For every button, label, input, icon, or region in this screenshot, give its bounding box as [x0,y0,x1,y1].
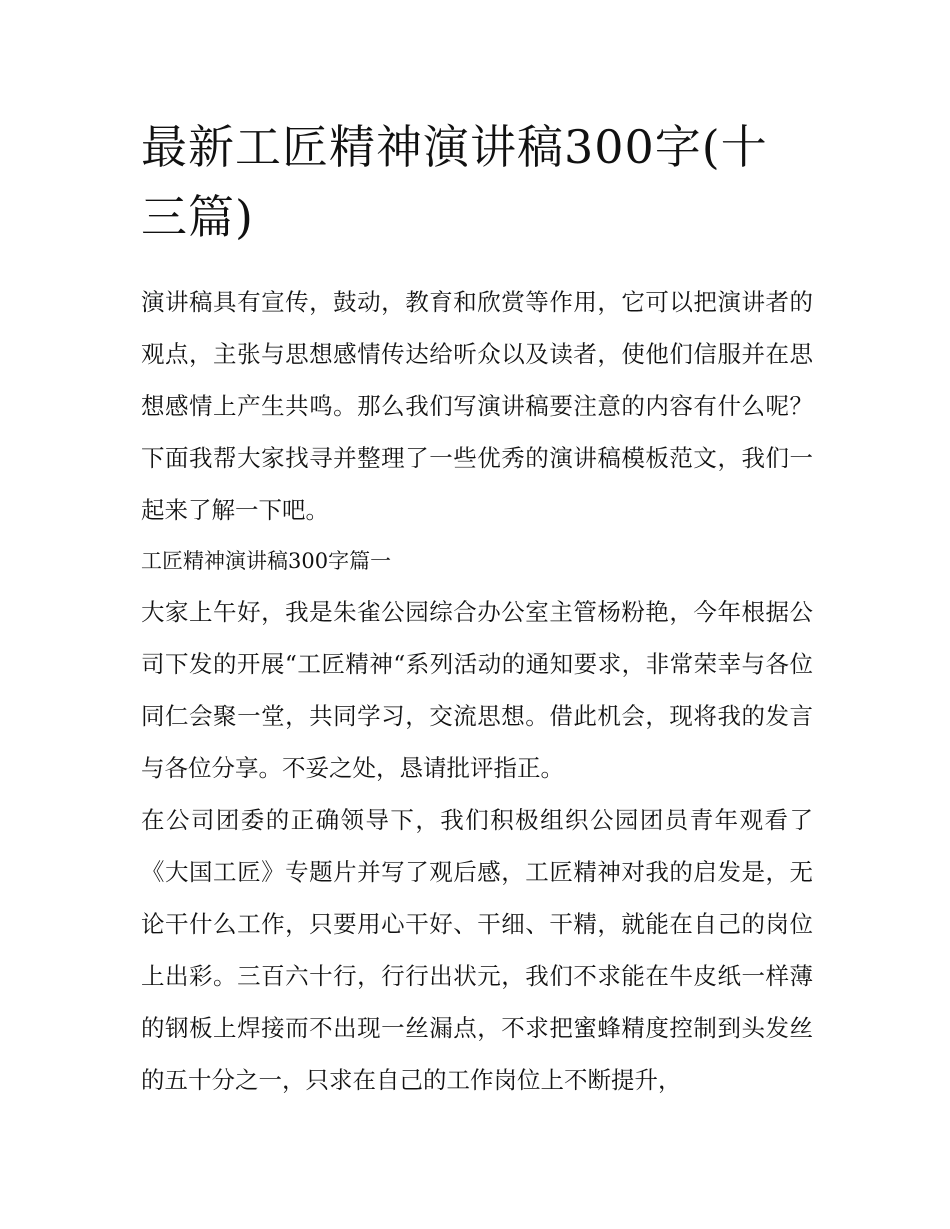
body-paragraph-1: 大家上午好，我是朱雀公园综合办公室主管杨粉艳，今年根据公司下发的开展“工匠精神“系列活动的通知要求，非常荣幸与各位同仁会聚一堂，共同学习，交流思想。借此机会，现将我的发言与各位分享。不妥之处，恳请批评指正。 [141,598,813,782]
section-heading: 工匠精神演讲稿300字篇一 [141,549,392,573]
intro-paragraph: 演讲稿具有宣传，鼓动，教育和欣赏等作用，它可以把演讲者的观点，主张与思想感情传达给听众以及读者，使他们信服并在思想感情上产生共鸣。那么我们写演讲稿要注意的内容有什么呢？下面我帮大家找寻并整理了一些优秀的演讲稿模板范文，我们一起来了解一下吧。 [141,288,813,524]
body-paragraph-2: 在公司团委的正确领导下，我们积极组织公园团员青年观看了《大国工匠》专题片并写了观后感，工匠精神对我的启发是，无论干什么工作，只要用心干好、干细、干精，就能在自己的岗位上出彩。三百六十行，行行出状元，我们不求能在牛皮纸一样薄的钢板上焊接而不出现一丝漏点，不求把蜜蜂精度控制到头发丝的五十分之一，只求在自己的工作岗位上不断提升， [141,806,813,1094]
document-title: 最新工匠精神演讲稿300字(十三篇) [141,120,768,244]
document-body [141,112,813,1106]
